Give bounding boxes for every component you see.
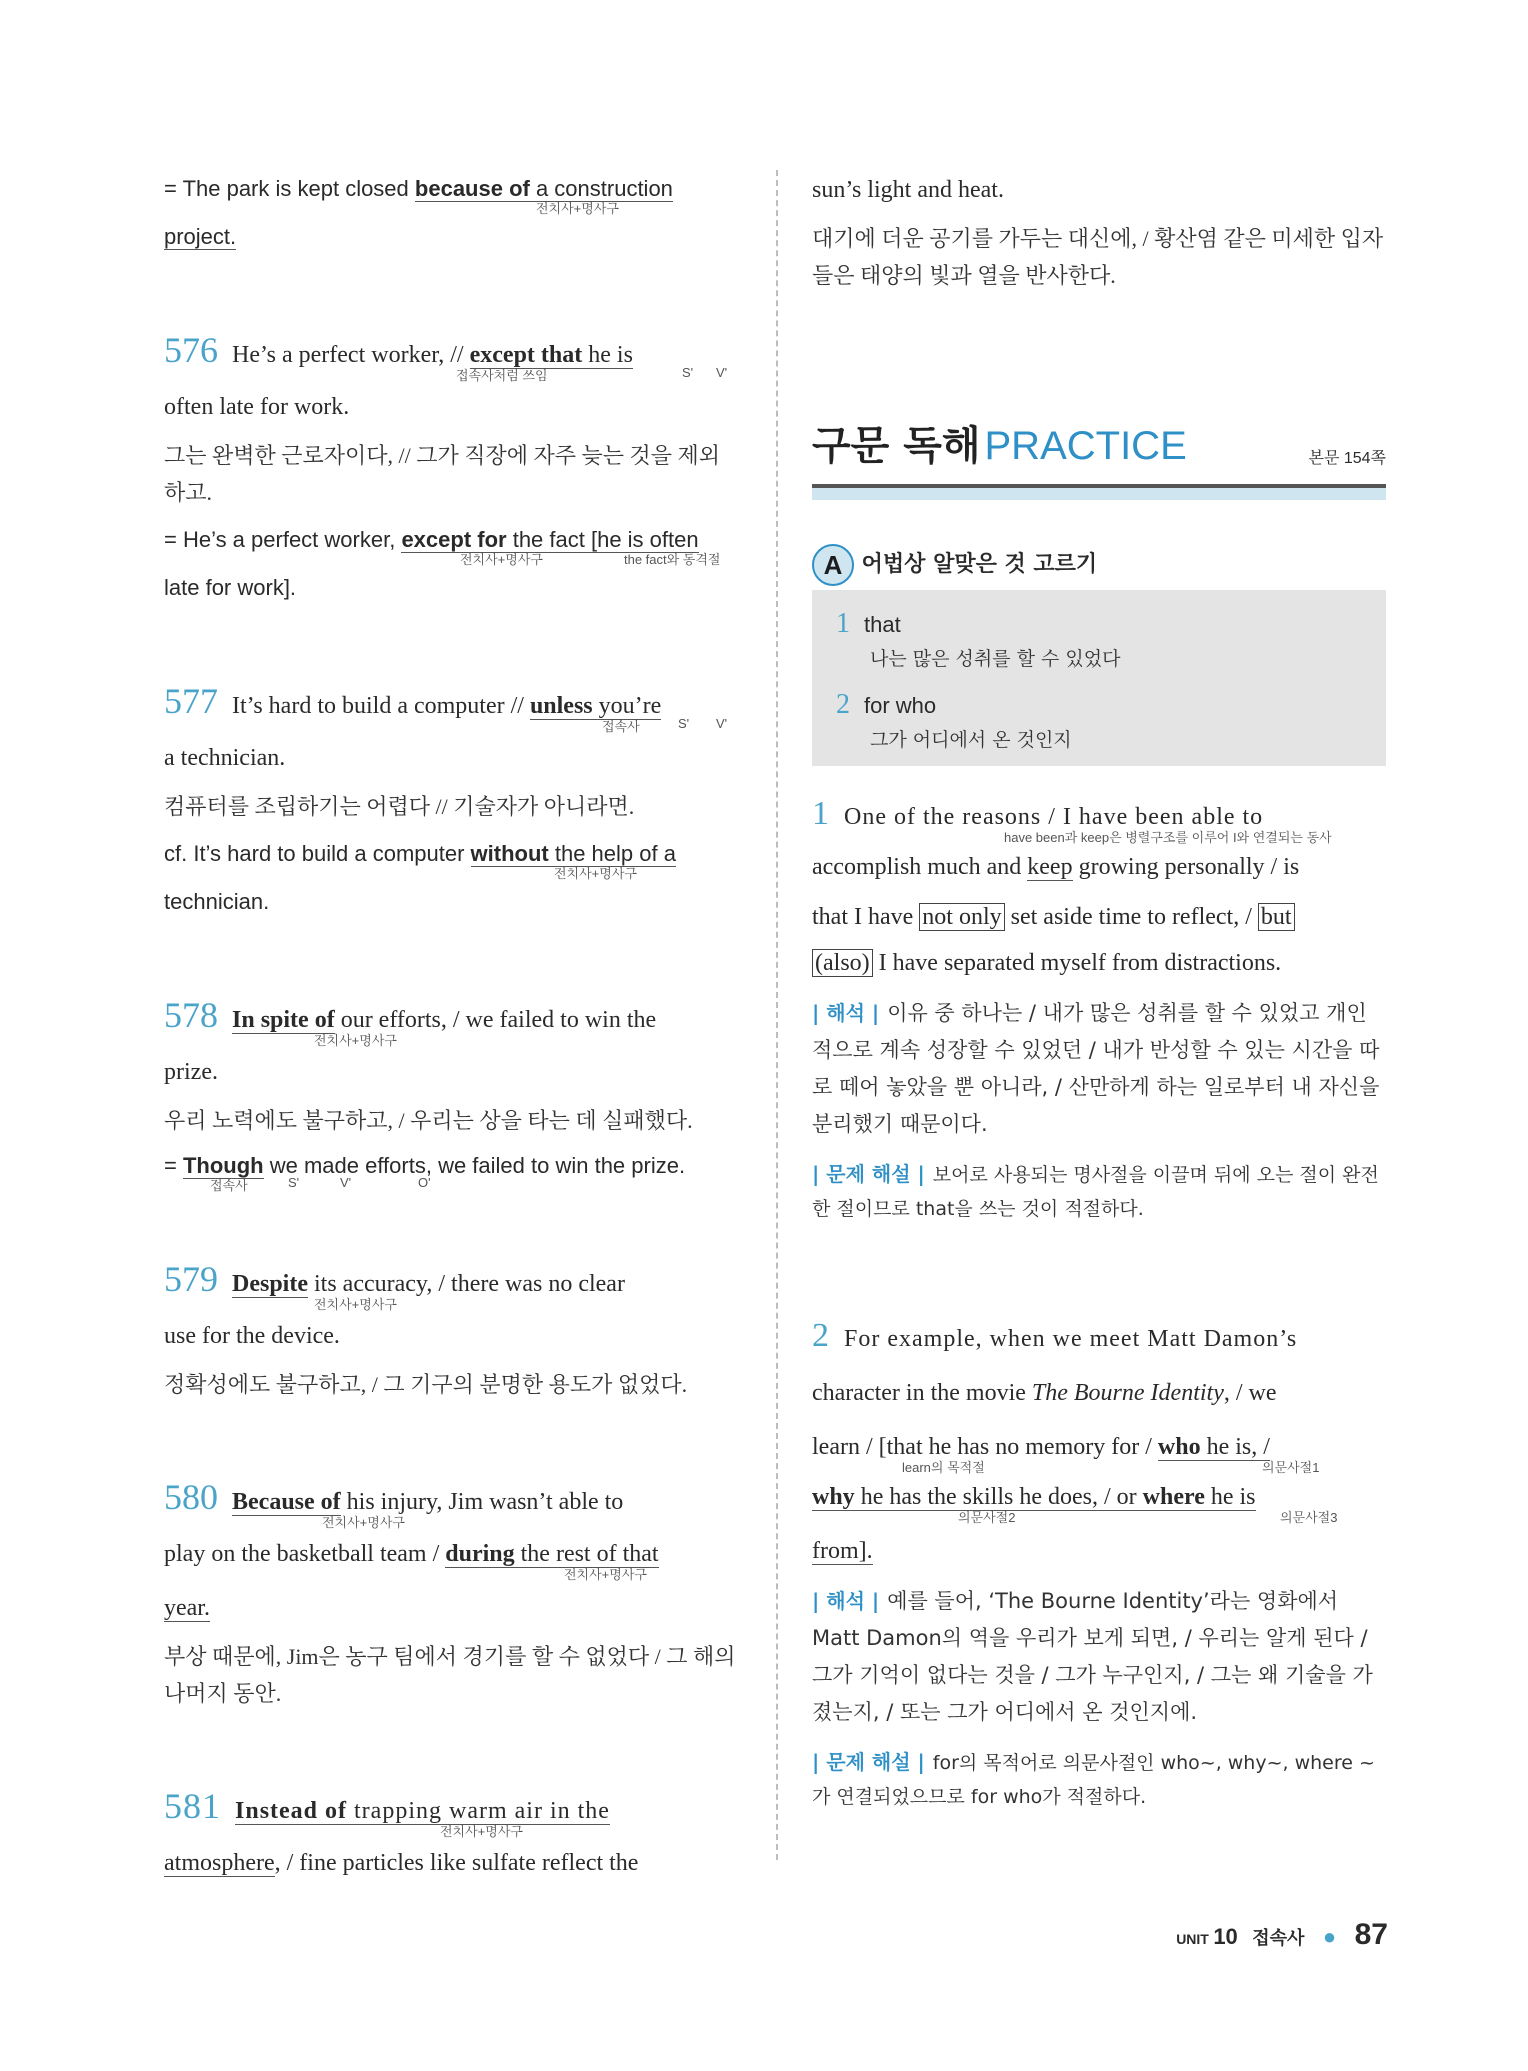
item-text: his injury, Jim wasn’t able to xyxy=(340,1489,624,1515)
item-577 xyxy=(164,681,738,921)
passage-explanation: for의 목적어로 의문사절인 who~, why~, where ~가 연결되었으므로 for who가 적절하다. xyxy=(812,1752,1375,1808)
item-note: S' xyxy=(678,716,690,731)
item-number: 577 xyxy=(164,681,218,721)
item-translation: 부상 때문에, Jim은 농구 팀에서 경기를 할 수 없었다 / 그 해의 나머지 동안. xyxy=(164,1644,736,1706)
passage-1 xyxy=(812,794,1386,1226)
passage-text: growing personally / is xyxy=(1072,854,1300,880)
answer-number: 2 xyxy=(836,689,850,720)
answer-item xyxy=(836,689,1362,752)
intro-text-c: a construction xyxy=(529,176,673,201)
item-note: 전치사+명사구 xyxy=(314,1033,397,1048)
item-note: 전치사+명사구 xyxy=(314,1297,397,1312)
item-576 xyxy=(164,330,738,607)
passage-number: 2 xyxy=(812,1317,830,1354)
passage-text: For example, when we meet Matt Damon’s xyxy=(844,1326,1298,1352)
answer-text: that xyxy=(864,612,901,637)
answer-text: for who xyxy=(864,693,937,718)
item-580 xyxy=(164,1477,738,1712)
explanation-tag: | 문제 해설 | xyxy=(812,1750,925,1774)
column-divider xyxy=(776,170,778,1860)
item-equivalent: the fact [he is often xyxy=(506,527,699,552)
item-keyword: unless xyxy=(529,693,593,719)
item-text: he is xyxy=(582,342,633,368)
item-note: O' xyxy=(418,1175,431,1190)
passage-note: 의문사절1 xyxy=(1262,1460,1320,1475)
passage-number: 1 xyxy=(812,795,830,832)
passage-keyword: why xyxy=(812,1484,855,1510)
item-581 xyxy=(164,1786,738,1883)
item-keyword: during xyxy=(445,1541,515,1567)
passage-text: from]. xyxy=(812,1538,873,1564)
item-number: 580 xyxy=(164,1477,218,1517)
item-translation: 정확성에도 불구하고, / 그 기구의 분명한 용도가 없었다. xyxy=(164,1372,688,1397)
item-text: you’re xyxy=(592,693,662,719)
section-badge-icon: A xyxy=(812,544,854,586)
item-number: 581 xyxy=(164,1786,221,1826)
footer-unit-name: 접속사 xyxy=(1252,1928,1305,1949)
section-header xyxy=(812,414,1386,484)
page-number: 87 xyxy=(1354,1918,1388,1951)
item-text: a technician. xyxy=(164,745,286,771)
passage-translation: 이유 중 하나는 / 내가 많은 성취를 할 수 있었고 개인적으로 계속 성장할 수 있었던 / 내가 반성할 수 있는 시간을 따로 떼어 놓았을 뿐 아니라, / 산만하게 하는 일로부터 내 자신을 분리했기 때문이다. xyxy=(812,1001,1380,1136)
passage-text: , / we xyxy=(1223,1380,1277,1406)
passage-keyword: where xyxy=(1142,1484,1205,1510)
item-equivalent: = xyxy=(164,1153,183,1178)
answer-translation: 그가 어디에서 온 것인지 xyxy=(870,729,1072,751)
section-title-ko: 구문 독해 xyxy=(812,423,981,469)
continued-text: sun’s light and heat. xyxy=(812,177,1004,203)
item-note: 전치사+명사구 xyxy=(440,1824,523,1839)
passage-text: that I have xyxy=(812,904,920,930)
answer-item xyxy=(836,608,1362,671)
answer-translation: 나는 많은 성취를 할 수 있었다 xyxy=(870,648,1121,670)
passage-boxed: but xyxy=(1258,903,1295,931)
item-note: 접속사 xyxy=(602,719,640,734)
item-text: often late for work. xyxy=(164,394,350,420)
item-keyword: except that xyxy=(469,342,583,368)
passage-text: I have separated myself from distractions. xyxy=(872,950,1282,976)
item-text: atmosphere xyxy=(164,1850,275,1876)
explanation-tag: | 문제 해설 | xyxy=(812,1162,925,1186)
item-equivalent: = He’s a perfect worker, xyxy=(164,527,402,552)
item-equivalent: late for work]. xyxy=(164,575,297,600)
item-number: 578 xyxy=(164,995,218,1035)
answer-box xyxy=(812,590,1386,766)
item-note: V' xyxy=(716,716,728,731)
passage-text: accomplish much and xyxy=(812,854,1028,880)
passage-note: have been과 keep은 병렬구조를 이루어 I와 연결되는 동사 xyxy=(1004,830,1332,845)
item-text: our efforts, / we failed to win the xyxy=(334,1007,657,1033)
item-keyword: without xyxy=(470,841,549,866)
passage-translation: 예를 들어, ‘The Bourne Identity’라는 영화에서 Matt Damon의 역을 우리가 보게 되면, / 우리는 알게 된다 / 그가 기억이 없다는 것을 / 그가 누구인지, / 그는 왜 기술을 가졌는지, / 또는 그가 어디에서 온 것인지에. xyxy=(812,1589,1373,1724)
right-column xyxy=(812,170,1386,1814)
item-note: 전치사+명사구 xyxy=(554,866,637,881)
passage-text: character in the movie xyxy=(812,1380,1032,1406)
passage-text: learn / [that he has no memory for / xyxy=(812,1434,1158,1460)
item-keyword: Despite xyxy=(232,1271,308,1297)
item-keyword: Though xyxy=(182,1153,264,1178)
left-column xyxy=(164,170,738,1883)
item-text: year. xyxy=(164,1595,210,1621)
item-text: the rest of that xyxy=(514,1541,659,1567)
passage-boxed: (also) xyxy=(812,949,873,977)
passage-note: 의문사절3 xyxy=(1280,1510,1338,1525)
footer-unit-number: 10 xyxy=(1213,1924,1238,1949)
intro-keyword: because of xyxy=(414,176,530,201)
item-note: the fact와 동격절 xyxy=(624,552,721,567)
item-cf: technician. xyxy=(164,889,270,914)
intro-note: 전치사+명사구 xyxy=(536,201,619,216)
passage-text: set aside time to reflect, / xyxy=(1004,904,1258,930)
item-note: 접속사 xyxy=(210,1178,248,1193)
passage-explanation: 보어로 사용되는 명사절을 이끌며 뒤에 오는 절이 완전한 절이므로 that을 쓰는 것이 적절하다. xyxy=(812,1164,1379,1220)
item-keyword: Because of xyxy=(232,1489,341,1515)
item-text: It’s hard to build a computer // xyxy=(232,693,530,719)
footer-unit-label: UNIT xyxy=(1176,1931,1209,1947)
section-title-en: PRACTICE xyxy=(984,424,1187,468)
item-note: 전치사+명사구 xyxy=(460,552,543,567)
passage-keyword: who xyxy=(1157,1434,1201,1460)
bullet-dot-icon: ● xyxy=(1322,1924,1337,1949)
passage-2 xyxy=(812,1316,1386,1814)
passage-text: he is, / xyxy=(1200,1434,1270,1460)
item-cf: the help of a xyxy=(548,841,676,866)
passage-note: 의문사절2 xyxy=(958,1510,1016,1525)
passage-text: he is xyxy=(1204,1484,1256,1510)
item-note: V' xyxy=(340,1175,352,1190)
item-number: 576 xyxy=(164,330,218,370)
passage-title: The Bourne Identity xyxy=(1031,1380,1224,1406)
item-cf: cf. It’s hard to build a computer xyxy=(164,841,471,866)
item-578 xyxy=(164,995,738,1203)
intro-equivalent xyxy=(164,170,738,256)
subsection-title: 어법상 알맞은 것 고르기 xyxy=(861,552,1098,577)
item-translation: 컴퓨터를 조립하기는 어렵다 // 기술자가 아니라면. xyxy=(164,794,635,819)
translation-tag: | 해석 | xyxy=(812,1589,880,1613)
item-text: prize. xyxy=(164,1059,218,1085)
section-bar xyxy=(812,484,1386,500)
continued-translation: 대기에 더운 공기를 가두는 대신에, / 황산염 같은 미세한 입자들은 태양의 빛과 열을 반사한다. xyxy=(812,226,1384,288)
item-note: S' xyxy=(288,1175,300,1190)
item-text: trapping warm air in the xyxy=(347,1798,610,1824)
item-579 xyxy=(164,1259,738,1403)
passage-keyword: keep xyxy=(1027,854,1073,880)
passage-note: learn의 목적절 xyxy=(902,1460,985,1475)
item-keyword: except for xyxy=(401,527,507,552)
item-text: its accuracy, / there was no clear xyxy=(307,1271,625,1297)
item-note: V' xyxy=(716,365,728,380)
answer-number: 1 xyxy=(836,608,850,639)
item-text: play on the basketball team / xyxy=(164,1541,446,1567)
item-note: 전치사+명사구 xyxy=(564,1567,647,1582)
passage-text: he has the skills he does, / or xyxy=(854,1484,1143,1510)
item-note: 전치사+명사구 xyxy=(322,1515,405,1530)
item-keyword: Instead of xyxy=(235,1798,348,1824)
item-text: He’s a perfect worker, // xyxy=(232,342,470,368)
section-page-ref: 본문 154쪽 xyxy=(1308,450,1386,467)
item-translation: 그는 완벽한 근로자이다, // 그가 직장에 자주 늦는 것을 제외하고. xyxy=(164,443,721,505)
intro-text-a: = The park is kept closed xyxy=(164,176,415,201)
item-translation: 우리 노력에도 불구하고, / 우리는 상을 타는 데 실패했다. xyxy=(164,1108,693,1133)
item-number: 579 xyxy=(164,1259,218,1299)
item-note: 접속사처럼 쓰임 xyxy=(456,368,548,383)
page-footer xyxy=(1176,1918,1388,1952)
subsection-header xyxy=(812,544,1386,586)
translation-tag: | 해석 | xyxy=(812,1001,880,1025)
passage-text: One of the reasons / I have been able to xyxy=(844,804,1264,830)
item-note: S' xyxy=(682,365,694,380)
intro-text-d: project. xyxy=(164,224,237,249)
item-equivalent: we made efforts, we failed to win the prize. xyxy=(263,1153,686,1178)
item-text: use for the device. xyxy=(164,1323,340,1349)
item-text: , / fine particles like sulfate reflect the xyxy=(274,1850,639,1876)
item-keyword: In spite of xyxy=(232,1007,335,1033)
passage-boxed: not only xyxy=(919,903,1004,931)
